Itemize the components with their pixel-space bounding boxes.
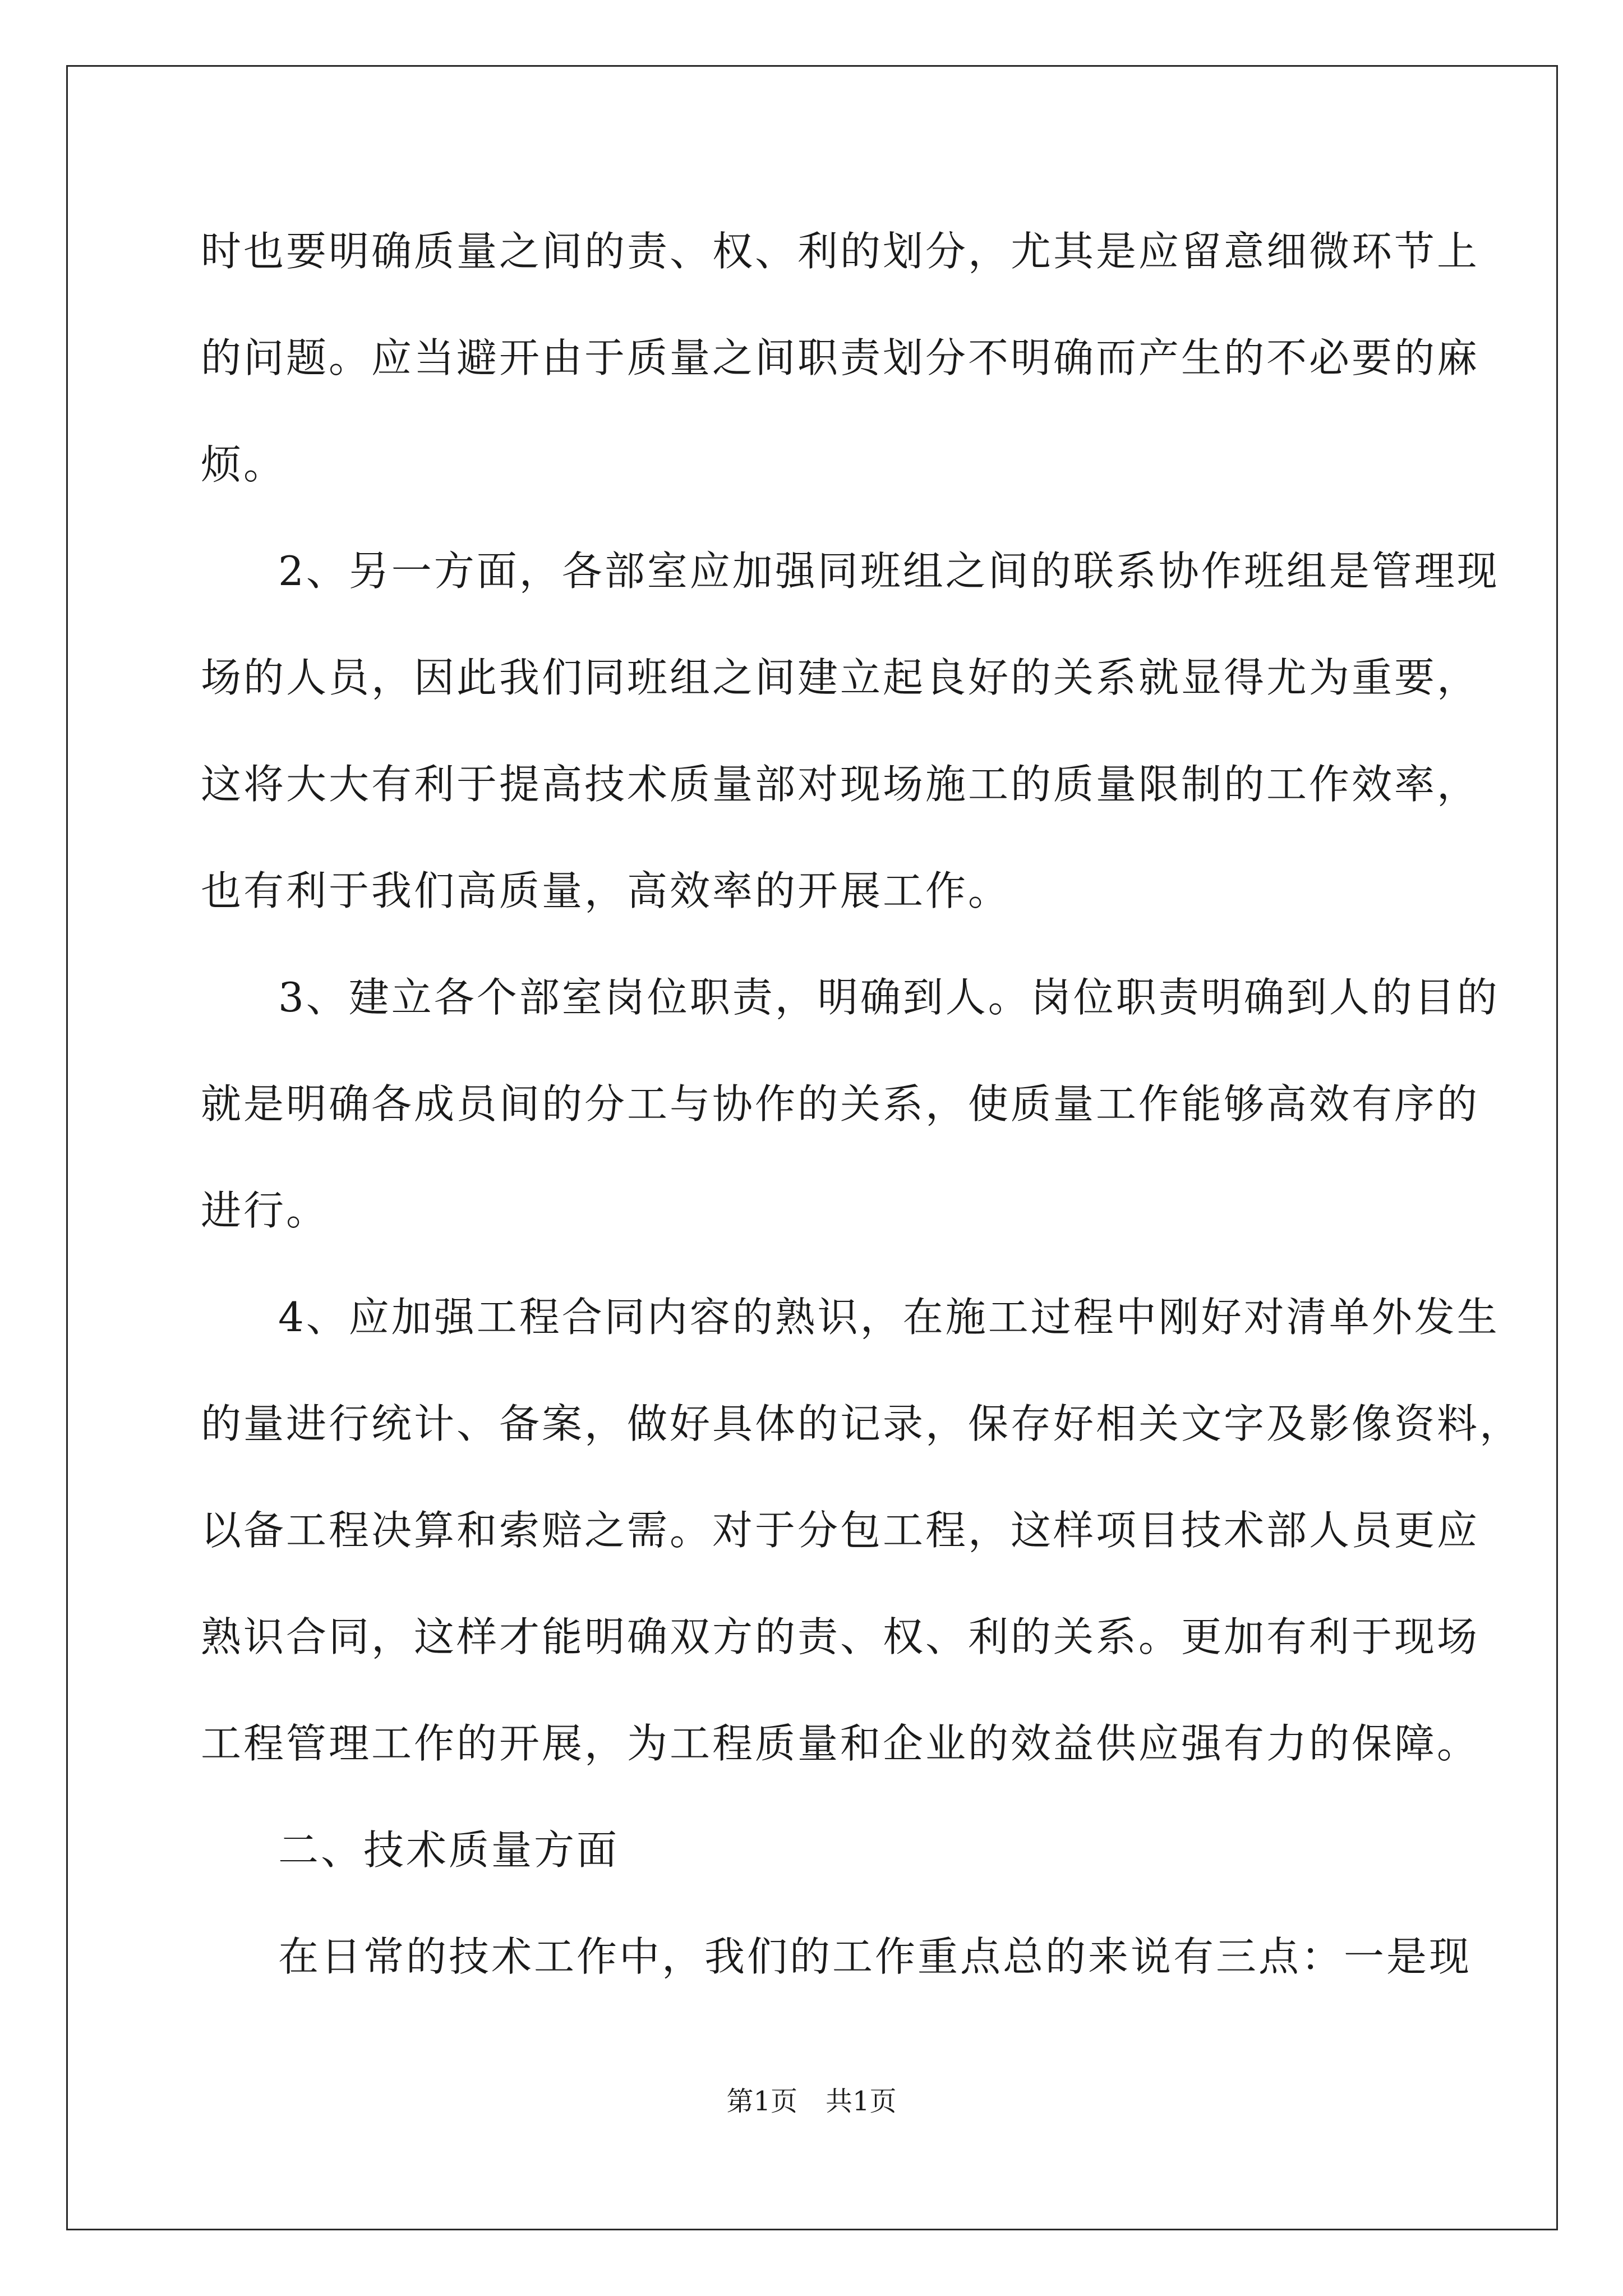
text-line: 进行。 [201, 1187, 329, 1234]
page-total: 共1页 [826, 2086, 897, 2117]
paragraph-3-line: 3、建立各个部室岗位职责，明确到人。岗位职责明确到人的目的 [278, 974, 1500, 1021]
text-line: 以备工程决算和索赔之需。对于分包工程，这样项目技术部人员更应 [201, 1507, 1480, 1554]
text-line: 的量进行统计、备案，做好具体的记录，保存好相关文字及影像资料， [201, 1400, 1523, 1447]
text-line: 烦。 [201, 441, 287, 488]
text-line: 的问题。应当避开由于质量之间职责划分不明确而产生的不必要的麻 [201, 334, 1480, 381]
page-number: 第1页 [726, 2086, 797, 2117]
section-heading: 二、技术质量方面 [278, 1826, 620, 1874]
text-line: 这将大大有利于提高技术质量部对现场施工的质量限制的工作效率， [201, 761, 1480, 808]
paragraph-2-line: 2、另一方面，各部室应加强同班组之间的联系协作班组是管理现 [278, 547, 1500, 595]
page-footer [0, 2085, 1623, 2118]
text-line: 也有利于我们高质量，高效率的开展工作。 [201, 867, 1011, 914]
page-frame [66, 65, 1558, 2230]
paragraph-4-line: 4、应加强工程合同内容的熟识，在施工过程中刚好对清单外发生 [278, 1294, 1500, 1341]
text-line: 熟识合同，这样才能明确双方的责、权、利的关系。更加有利于现场 [201, 1613, 1480, 1660]
text-line: 就是明确各成员间的分工与协作的关系，使质量工作能够高效有序的 [201, 1080, 1480, 1128]
text-line: 时也要明确质量之间的责、权、利的划分，尤其是应留意细微环节上 [201, 228, 1480, 275]
text-line: 工程管理工作的开展，为工程质量和企业的效益供应强有力的保障。 [201, 1720, 1480, 1767]
text-line: 场的人员，因此我们同班组之间建立起良好的关系就显得尤为重要， [201, 654, 1480, 701]
paragraph-line: 在日常的技术工作中，我们的工作重点总的来说有三点：一是现 [278, 1933, 1472, 1980]
